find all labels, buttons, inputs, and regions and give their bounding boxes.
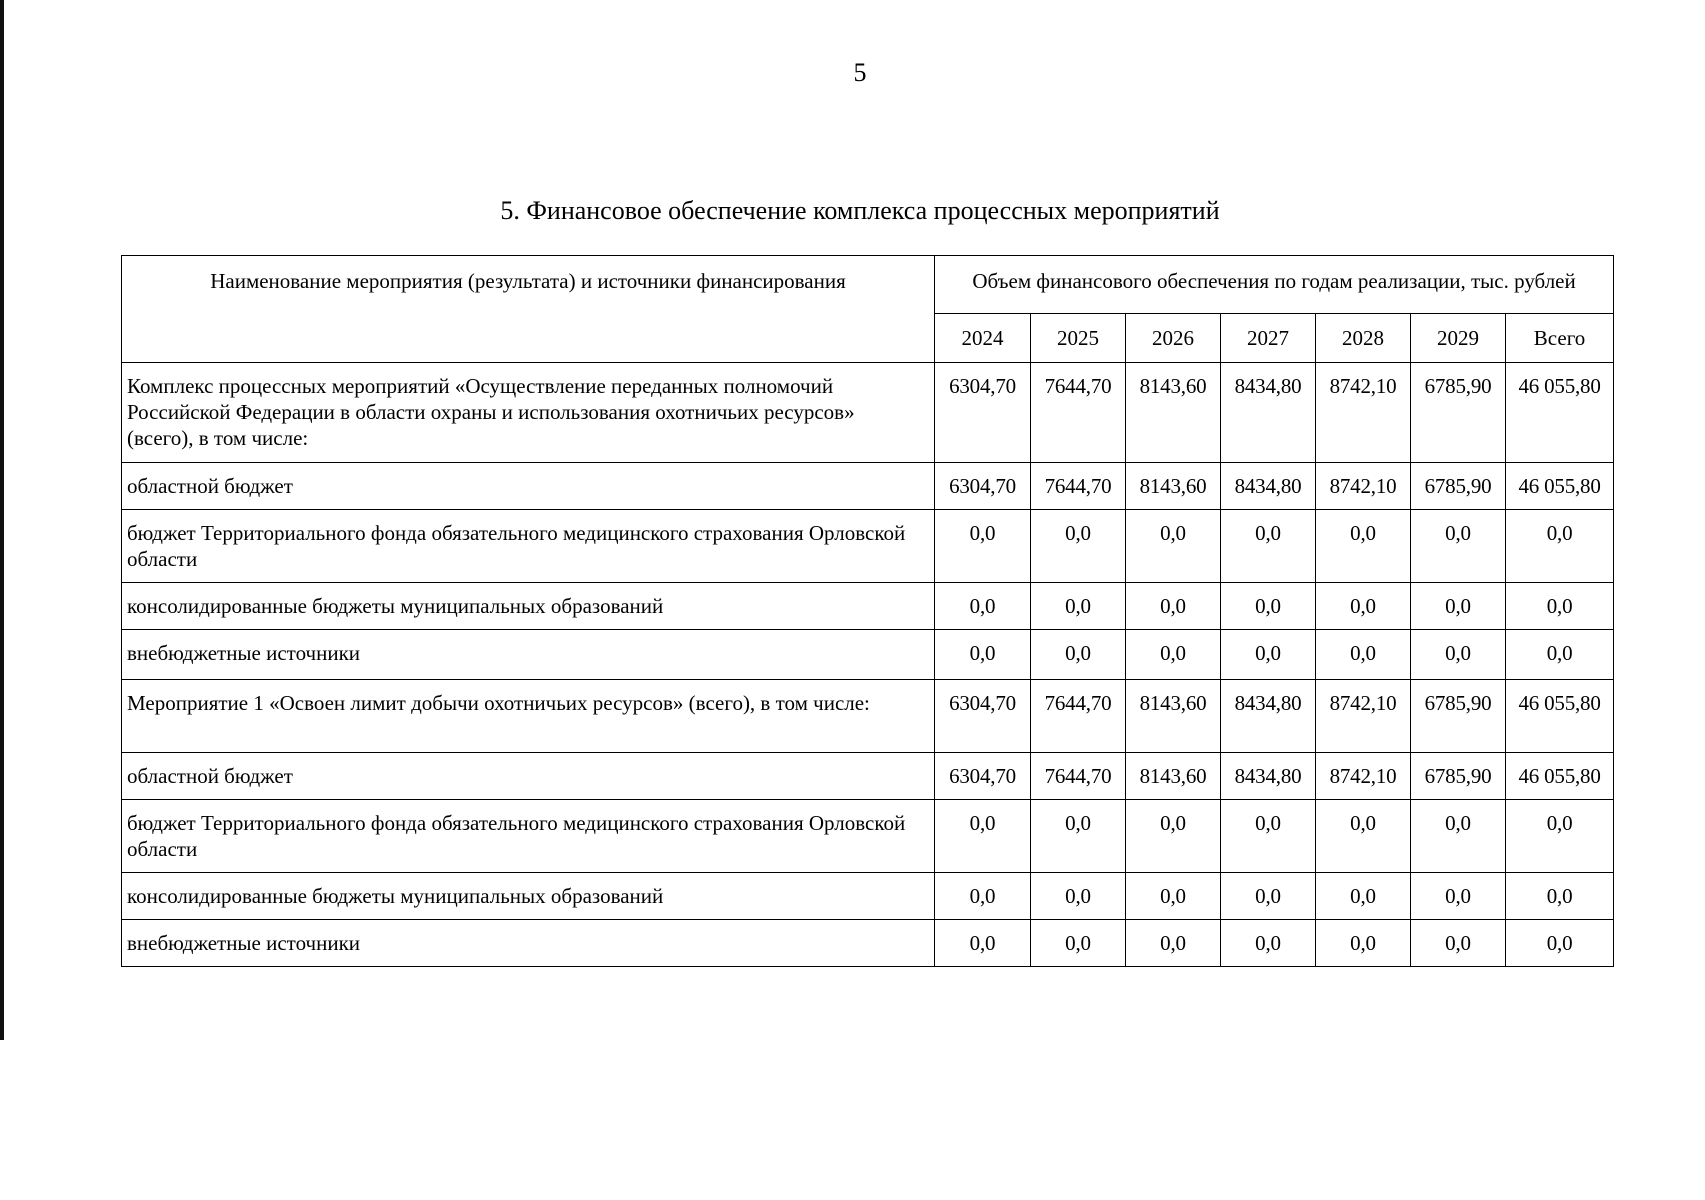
row-name: Комплекс процессных мероприятий «Осуществление переданных полномочий Российской Федерации в области охраны и использования охотничьих ресурсов» (всего), в том числе: bbox=[122, 363, 935, 463]
value-2027: 0,0 bbox=[1221, 510, 1316, 583]
value-2028: 0,0 bbox=[1316, 630, 1411, 680]
table-row bbox=[122, 680, 1614, 753]
table-row bbox=[122, 363, 1614, 463]
value-2026: 8143,60 bbox=[1126, 363, 1221, 463]
value-2025: 0,0 bbox=[1031, 800, 1126, 873]
table-row bbox=[122, 630, 1614, 680]
value-total: 46 055,80 bbox=[1506, 463, 1614, 510]
header-year-2029: 2029 bbox=[1411, 314, 1506, 363]
value-2024: 0,0 bbox=[935, 873, 1031, 920]
value-total: 46 055,80 bbox=[1506, 753, 1614, 800]
table-row bbox=[122, 463, 1614, 510]
value-2024: 0,0 bbox=[935, 510, 1031, 583]
row-name: консолидированные бюджеты муниципальных образований bbox=[122, 873, 935, 920]
value-2027: 0,0 bbox=[1221, 800, 1316, 873]
page-number: 5 bbox=[853, 58, 867, 87]
value-2024: 6304,70 bbox=[935, 363, 1031, 463]
value-2029: 6785,90 bbox=[1411, 463, 1506, 510]
value-2029: 0,0 bbox=[1411, 630, 1506, 680]
value-2028: 0,0 bbox=[1316, 873, 1411, 920]
financing-table bbox=[121, 255, 1614, 967]
value-2024: 0,0 bbox=[935, 583, 1031, 630]
value-2025: 7644,70 bbox=[1031, 363, 1126, 463]
value-2024: 0,0 bbox=[935, 630, 1031, 680]
row-name: внебюджетные источники bbox=[122, 920, 935, 967]
value-2027: 0,0 bbox=[1221, 920, 1316, 967]
value-2025: 7644,70 bbox=[1031, 463, 1126, 510]
value-2029: 6785,90 bbox=[1411, 680, 1506, 753]
value-total: 0,0 bbox=[1506, 920, 1614, 967]
row-name: бюджет Территориального фонда обязательного медицинского страхования Орловской области bbox=[122, 510, 935, 583]
header-year-2025: 2025 bbox=[1031, 314, 1126, 363]
value-2025: 7644,70 bbox=[1031, 753, 1126, 800]
value-2024: 6304,70 bbox=[935, 680, 1031, 753]
table-row bbox=[122, 510, 1614, 583]
section-title: 5. Финансовое обеспечение комплекса процессных мероприятий bbox=[500, 196, 1220, 225]
row-name: Мероприятие 1 «Освоен лимит добычи охотничьих ресурсов» (всего), в том числе: bbox=[122, 680, 935, 753]
value-total: 0,0 bbox=[1506, 630, 1614, 680]
header-name: Наименование мероприятия (результата) и источники финансирования bbox=[122, 256, 935, 363]
value-2025: 0,0 bbox=[1031, 920, 1126, 967]
value-2028: 8742,10 bbox=[1316, 463, 1411, 510]
value-2029: 6785,90 bbox=[1411, 753, 1506, 800]
value-2027: 8434,80 bbox=[1221, 753, 1316, 800]
value-2026: 0,0 bbox=[1126, 510, 1221, 583]
value-2027: 8434,80 bbox=[1221, 680, 1316, 753]
value-2024: 6304,70 bbox=[935, 753, 1031, 800]
value-2025: 0,0 bbox=[1031, 630, 1126, 680]
value-2028: 8742,10 bbox=[1316, 363, 1411, 463]
table-row bbox=[122, 873, 1614, 920]
value-2026: 8143,60 bbox=[1126, 680, 1221, 753]
value-total: 46 055,80 bbox=[1506, 680, 1614, 753]
table-row bbox=[122, 753, 1614, 800]
value-2029: 0,0 bbox=[1411, 510, 1506, 583]
table-row bbox=[122, 920, 1614, 967]
value-2029: 0,0 bbox=[1411, 583, 1506, 630]
value-2025: 0,0 bbox=[1031, 510, 1126, 583]
row-name: консолидированные бюджеты муниципальных образований bbox=[122, 583, 935, 630]
value-total: 46 055,80 bbox=[1506, 363, 1614, 463]
header-volume: Объем финансового обеспечения по годам реализации, тыс. рублей bbox=[935, 256, 1614, 314]
value-total: 0,0 bbox=[1506, 583, 1614, 630]
row-name: внебюджетные источники bbox=[122, 630, 935, 680]
value-2026: 0,0 bbox=[1126, 873, 1221, 920]
row-name: областной бюджет bbox=[122, 463, 935, 510]
header-year-2028: 2028 bbox=[1316, 314, 1411, 363]
value-total: 0,0 bbox=[1506, 510, 1614, 583]
value-2024: 6304,70 bbox=[935, 463, 1031, 510]
value-2026: 0,0 bbox=[1126, 583, 1221, 630]
row-name: бюджет Территориального фонда обязательного медицинского страхования Орловской области bbox=[122, 800, 935, 873]
value-2029: 6785,90 bbox=[1411, 363, 1506, 463]
value-2028: 0,0 bbox=[1316, 800, 1411, 873]
header-year-2027: 2027 bbox=[1221, 314, 1316, 363]
header-year-2026: 2026 bbox=[1126, 314, 1221, 363]
value-2024: 0,0 bbox=[935, 800, 1031, 873]
header-total: Всего bbox=[1506, 314, 1614, 363]
value-2029: 0,0 bbox=[1411, 873, 1506, 920]
value-2027: 0,0 bbox=[1221, 873, 1316, 920]
value-total: 0,0 bbox=[1506, 873, 1614, 920]
row-name: областной бюджет bbox=[122, 753, 935, 800]
value-2029: 0,0 bbox=[1411, 800, 1506, 873]
value-2028: 0,0 bbox=[1316, 583, 1411, 630]
value-2026: 8143,60 bbox=[1126, 753, 1221, 800]
value-2027: 8434,80 bbox=[1221, 463, 1316, 510]
value-2026: 8143,60 bbox=[1126, 463, 1221, 510]
scan-left-edge bbox=[0, 0, 4, 1040]
value-2026: 0,0 bbox=[1126, 800, 1221, 873]
value-2025: 0,0 bbox=[1031, 873, 1126, 920]
value-2027: 0,0 bbox=[1221, 583, 1316, 630]
value-2027: 0,0 bbox=[1221, 630, 1316, 680]
value-2028: 8742,10 bbox=[1316, 753, 1411, 800]
value-2028: 0,0 bbox=[1316, 920, 1411, 967]
value-2024: 0,0 bbox=[935, 920, 1031, 967]
value-2025: 7644,70 bbox=[1031, 680, 1126, 753]
value-2025: 0,0 bbox=[1031, 583, 1126, 630]
header-year-2024: 2024 bbox=[935, 314, 1031, 363]
value-2026: 0,0 bbox=[1126, 630, 1221, 680]
value-2026: 0,0 bbox=[1126, 920, 1221, 967]
table-row bbox=[122, 800, 1614, 873]
value-2028: 0,0 bbox=[1316, 510, 1411, 583]
value-2027: 8434,80 bbox=[1221, 363, 1316, 463]
value-total: 0,0 bbox=[1506, 800, 1614, 873]
value-2028: 8742,10 bbox=[1316, 680, 1411, 753]
value-2029: 0,0 bbox=[1411, 920, 1506, 967]
table-row bbox=[122, 583, 1614, 630]
